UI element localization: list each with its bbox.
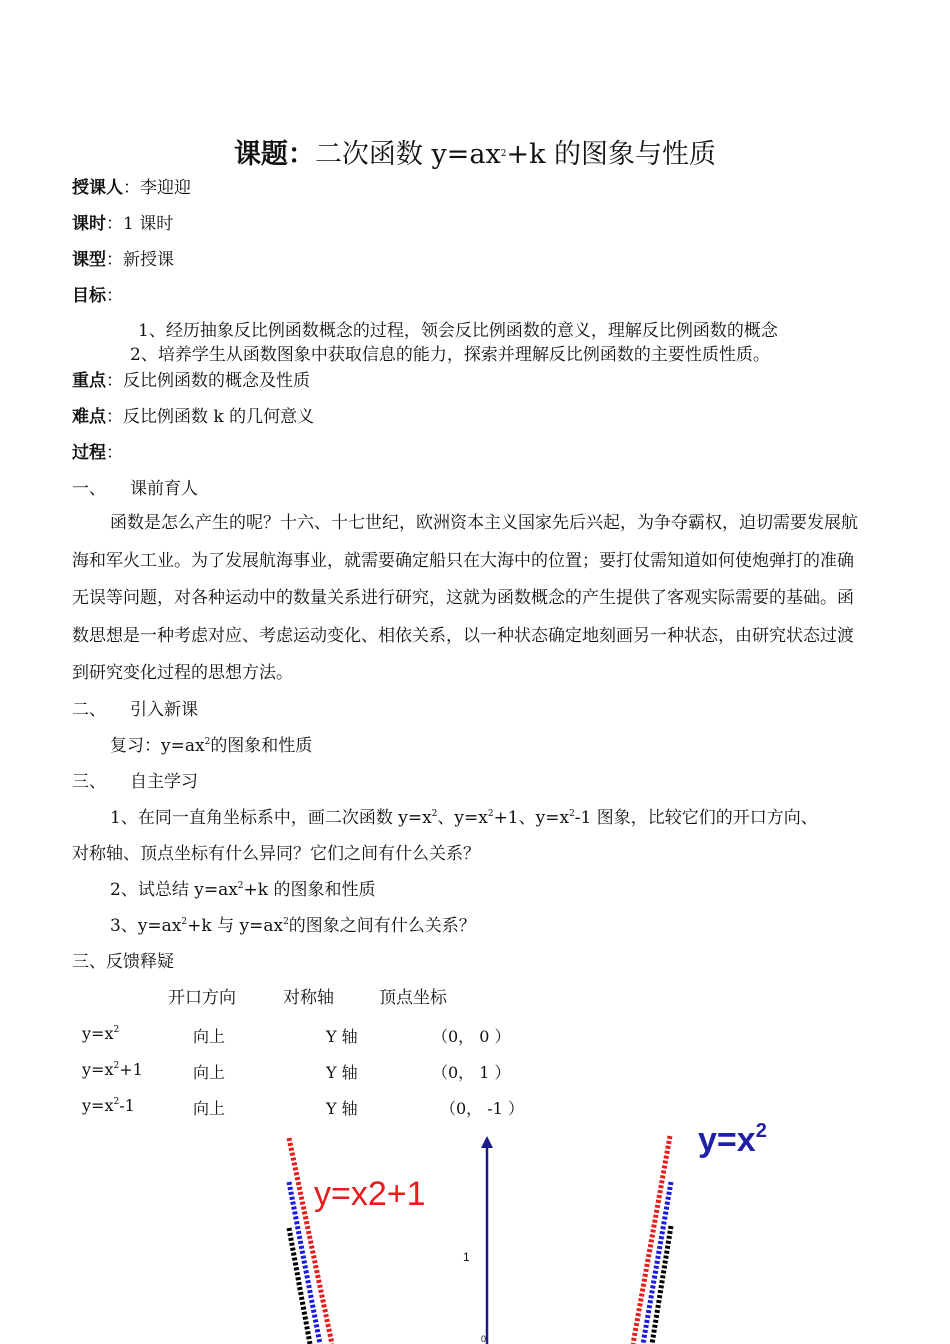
y-axis-arrow xyxy=(481,1136,493,1148)
review-line xyxy=(110,736,312,756)
review-sup: 2 xyxy=(204,737,211,747)
type-colon: ： xyxy=(106,250,123,270)
type-label: 课型 xyxy=(72,250,106,270)
q3-sup-2: 2 xyxy=(283,917,289,927)
goal-item-1: 1、经历抽象反比例函数概念的过程，领会反比例函数的意义，理解反比例函数的概念 xyxy=(138,321,778,341)
row-1-fn-pre: y=x xyxy=(82,1024,114,1043)
tick-label-0: 0 xyxy=(481,1334,487,1344)
table-row-2-axis: Y 轴 xyxy=(326,1063,358,1082)
hours-value: 1 课时 xyxy=(123,214,174,234)
section-2-num: 二、 xyxy=(72,700,106,720)
table-header-opening: 开口方向 xyxy=(168,988,236,1008)
title-text-post: +k 的图象与性质 xyxy=(506,139,717,170)
q1-d: -1 图象，比较它们的开口方向、 xyxy=(574,808,818,828)
label-x2-plus-1: y=x2+1 xyxy=(314,1175,426,1213)
table-row-2-vertex: （0， 1 ） xyxy=(432,1063,511,1082)
teacher-colon: ： xyxy=(123,178,140,198)
q3-sup-1: 2 xyxy=(181,917,188,927)
section-1-paragraph: 函数是怎么产生的呢？十六、十七世纪，欧洲资本主义国家先后兴起，为争夺霸权，迫切需要发展航海和军火工业。为了发展航海事业，就需要确定船只在大海中的位置；要打仗需知道如何使炮弹打的准确无误等问题，对各种运动中的数量关系进行研究，这就为函数概念的产生提供了客观实际需要的基础。函数思想是一种考虑对应、考虑运动变化、相依关系，以一种状态确定地刻画另一种状态，由研究状态过渡到研究变化过程的思想方法。 xyxy=(72,513,858,683)
title-label: 课题： xyxy=(233,139,315,170)
q1-b: 、y=x xyxy=(437,808,488,828)
table-row-3-vertex: （0， -1 ） xyxy=(440,1099,524,1118)
q1-sup-2: 2 xyxy=(487,809,494,819)
goal-item-2: 2、培养学生从函数图象中获取信息的能力，探索并理解反比例函数的主要性质性质。 xyxy=(130,345,770,365)
section-4-title: 反馈释疑 xyxy=(106,952,174,972)
label-x2 xyxy=(698,1120,767,1159)
label-x2-base: y=x xyxy=(698,1121,756,1159)
q3-a: 3、y=ax xyxy=(110,916,182,936)
goals-label: 目标 xyxy=(72,286,106,306)
q3-b: +k 与 y=ax xyxy=(187,916,284,936)
q1-sup-3: 2 xyxy=(569,809,575,819)
tick-label-1: 1 xyxy=(463,1250,470,1264)
key-point-colon: ： xyxy=(106,371,123,391)
hours-label: 课时 xyxy=(72,214,106,234)
q1-a: 1、在同一直角坐标系中，画二次函数 y=x xyxy=(110,808,432,828)
row-2-fn-sup: 2 xyxy=(113,1061,120,1071)
table-row-3-fn xyxy=(82,1096,135,1115)
goals-line xyxy=(72,286,123,306)
teacher-label: 授课人 xyxy=(72,178,123,198)
curve-x2-plus-1-right xyxy=(633,1136,670,1344)
type-line xyxy=(72,250,174,270)
table-header-vertex: 顶点坐标 xyxy=(379,988,447,1008)
teacher-line xyxy=(72,178,191,198)
table-row-2-opening: 向上 xyxy=(193,1063,226,1082)
section-3-title: 自主学习 xyxy=(130,772,198,792)
page-title xyxy=(0,132,950,171)
parabola-figure xyxy=(0,1118,950,1344)
q1-sup-1: 2 xyxy=(431,809,438,819)
key-point-line xyxy=(72,371,310,391)
question-1-line-2: 对称轴、顶点坐标有什么异同？它们之间有什么关系？ xyxy=(72,844,480,864)
row-3-fn-post: -1 xyxy=(119,1096,135,1115)
row-2-fn-pre: y=x xyxy=(82,1060,114,1079)
review-pre: 复习：y=ax xyxy=(110,736,205,756)
title-sup: 2 xyxy=(500,149,507,159)
type-value: 新授课 xyxy=(123,250,174,270)
question-2 xyxy=(110,880,375,900)
section-3-heading xyxy=(72,772,198,792)
difficulty-colon: ： xyxy=(106,407,123,427)
section-1-heading xyxy=(72,479,198,499)
row-1-fn-sup: 2 xyxy=(113,1025,120,1035)
table-row-1-opening: 向上 xyxy=(193,1027,226,1046)
section-4-heading xyxy=(72,952,174,972)
row-2-fn-post: +1 xyxy=(119,1060,143,1079)
difficulty-label: 难点 xyxy=(72,407,106,427)
table-row-1-vertex: （0， 0 ） xyxy=(432,1027,511,1046)
q1-c: +1、y=x xyxy=(493,808,570,828)
hours-line xyxy=(72,214,173,234)
process-line xyxy=(72,443,123,463)
process-colon: ： xyxy=(106,443,123,463)
curve-x2-plus-1-left xyxy=(289,1138,332,1344)
section-2-title: 引入新课 xyxy=(130,700,198,720)
section-1-num: 一、 xyxy=(72,479,106,499)
q2-pre: 2、试总结 y=ax xyxy=(110,880,238,900)
section-3-num: 三、 xyxy=(72,772,106,792)
q2-post: +k 的图象和性质 xyxy=(243,880,376,900)
label-x2-sup: 2 xyxy=(755,1120,767,1142)
process-label: 过程 xyxy=(72,443,106,463)
table-header-axis: 对称轴 xyxy=(283,988,334,1008)
table-row-2-fn xyxy=(82,1060,143,1079)
table-row-3-axis: Y 轴 xyxy=(326,1099,358,1118)
hours-colon: ： xyxy=(106,214,123,234)
key-point-label: 重点 xyxy=(72,371,106,391)
table-row-3-opening: 向上 xyxy=(193,1099,226,1118)
q2-sup: 2 xyxy=(237,881,244,891)
goals-colon: ： xyxy=(106,286,123,306)
row-3-fn-sup: 2 xyxy=(113,1097,120,1107)
section-2-heading xyxy=(72,700,198,720)
title-text-pre: 二次函数 y=ax xyxy=(314,139,501,170)
row-3-fn-pre: y=x xyxy=(82,1096,114,1115)
key-point-value: 反比例函数的概念及性质 xyxy=(123,371,310,391)
review-post: 的图象和性质 xyxy=(210,736,313,756)
q3-c: 的图象之间有什么关系？ xyxy=(288,916,476,936)
section-4-num: 三、 xyxy=(72,952,106,972)
table-row-1-fn xyxy=(82,1024,119,1043)
question-3 xyxy=(110,916,476,936)
section-1-title: 课前育人 xyxy=(130,479,198,499)
difficulty-line xyxy=(72,407,314,427)
difficulty-value: 反比例函数 k 的几何意义 xyxy=(123,407,315,427)
teacher-value: 李迎迎 xyxy=(140,178,191,198)
question-1-line-1 xyxy=(110,808,818,828)
table-row-1-axis: Y 轴 xyxy=(326,1027,358,1046)
